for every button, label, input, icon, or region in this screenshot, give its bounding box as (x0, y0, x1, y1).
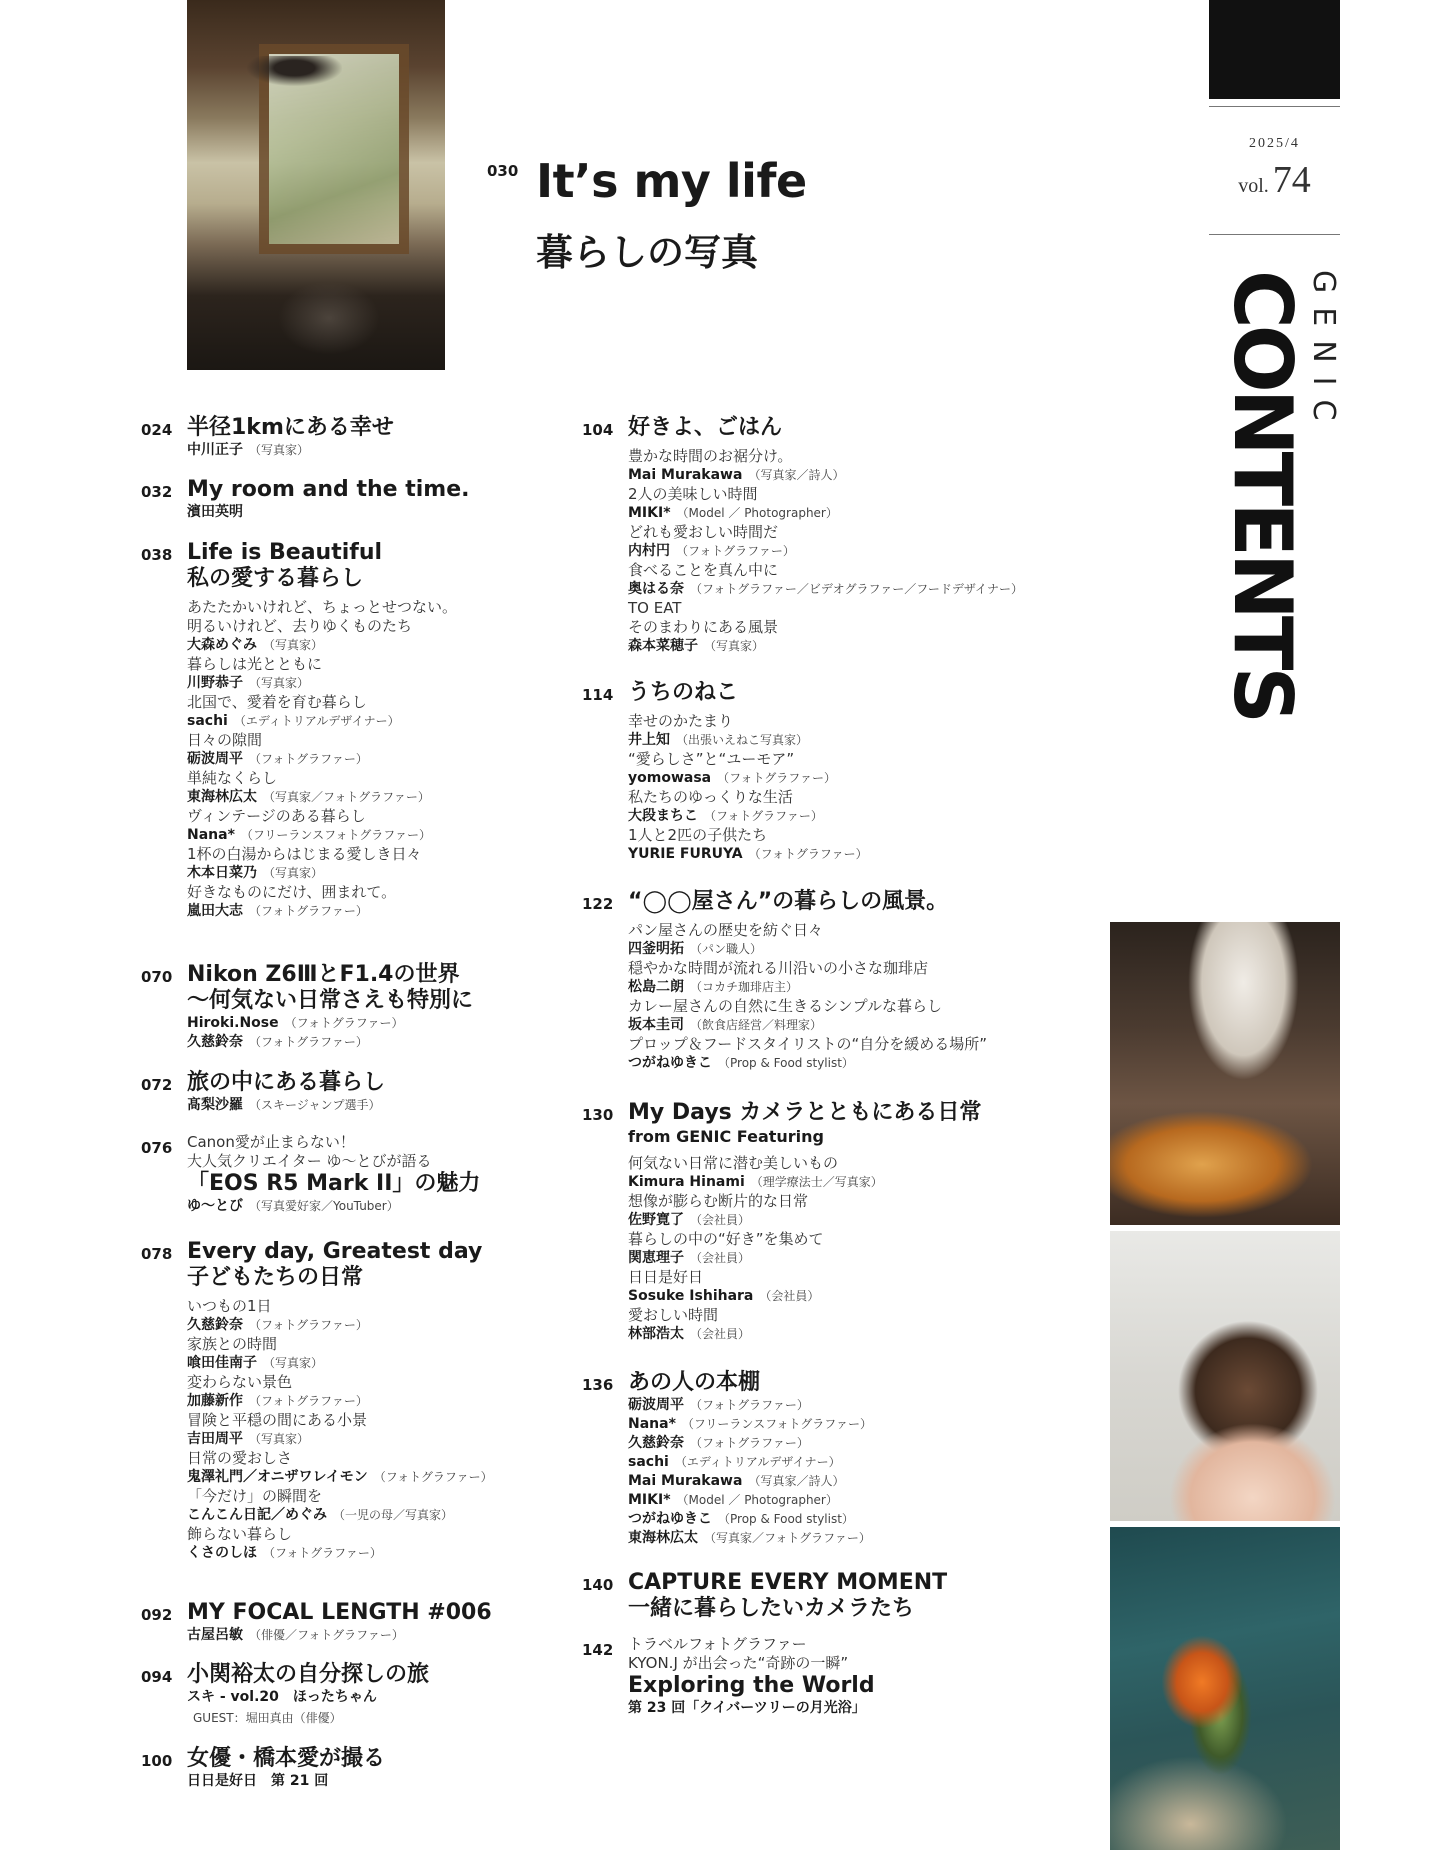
contributor-role: （出張いえねこ写真家） (676, 733, 809, 747)
entry-subtitle: 子どもたちの日常 (187, 1265, 364, 1290)
entry-title: CAPTURE EVERY MOMENT (628, 1570, 948, 1595)
contributor-name: 鬼澤礼門／オニザワレイモン （フォトグラファー） (187, 1469, 493, 1485)
contributor-role: （写真家） (263, 638, 324, 652)
entry-kicker: 大人気クリエイター ゆ〜とびが語る (187, 1152, 432, 1170)
contributor-name: 髙梨沙羅 （スキージャンプ選手） (187, 1097, 381, 1113)
item-kicker: 家族との時間 (187, 1335, 278, 1353)
contributor-role: （エディトリアルデザイナー） (674, 1455, 841, 1469)
item-kicker: 豊かな時間のお裾分け。 (628, 447, 793, 465)
contributor-name: MIKI* （Model ／ Photographer） (628, 1492, 838, 1508)
contributor-name: 内村円 （フォトグラファー） (628, 543, 795, 559)
volume-value: 74 (1272, 159, 1311, 201)
item-kicker: あたたかいけれど、ちょっとせつない。 (187, 598, 458, 616)
contributor-role: （会社員） (690, 1213, 751, 1227)
contributor-name: 久慈鈴奈 （フォトグラファー） (187, 1317, 368, 1333)
contributor-name: sachi （エディトリアルデザイナー） (187, 713, 400, 729)
contributor-name: 砺波周平 （フォトグラファー） (187, 751, 368, 767)
contributor-role: （フォトグラファー） (690, 1436, 809, 1450)
entry-body (628, 889, 987, 1073)
contributor-role: （コカチ珈琲店主） (690, 980, 799, 994)
item-kicker: 北国で、愛着を育む暮らし (187, 693, 367, 711)
entry-title: My Days カメラとともにある日常 (628, 1100, 982, 1125)
entry-body (187, 1133, 480, 1216)
item-kicker: パン屋さんの歴史を紡ぐ日々 (628, 921, 824, 939)
item-kicker: そのまわりにある風景 (628, 618, 779, 636)
contributor-name: 嵐田大志 （フォトグラファー） (187, 903, 368, 919)
flowers-photo (1110, 1527, 1340, 1850)
page-number: 142 (582, 1641, 614, 1659)
contributor-role: （フォトグラファー） (704, 809, 823, 823)
page-number: 032 (141, 483, 173, 501)
contributor-name: 大森めぐみ （写真家） (187, 637, 324, 653)
masthead-block (1209, 0, 1340, 99)
contributor-role: （写真家） (249, 443, 310, 457)
contributor-role: （写真家） (263, 866, 324, 880)
item-kicker: 幸せのかたまり (628, 712, 734, 730)
contributor-name: Mai Murakawa （写真家／詩人） (628, 467, 845, 483)
contributor-name: Nana* （フリーランスフォトグラファー） (187, 827, 431, 843)
entry-kicker: Canon愛が止まらない！ (187, 1133, 355, 1151)
contributor-role: （フォトグラファー） (249, 1394, 368, 1408)
feature-page-number: 030 (487, 162, 519, 180)
page-number: 136 (582, 1376, 614, 1394)
item-kicker: 単純なくらし (187, 769, 278, 787)
entry-title: Exploring the World (628, 1673, 875, 1698)
entry-title: Life is Beautiful (187, 540, 383, 565)
entry-guest: GUEST：堀田真由（俳優） (193, 1711, 342, 1725)
contributor-role: （理学療法士／写真家） (750, 1175, 883, 1189)
contributor-name: sachi （エディトリアルデザイナー） (628, 1454, 841, 1470)
volume-number (1209, 158, 1340, 202)
volume-prefix: vol. (1238, 175, 1269, 197)
entry-title: MY FOCAL LENGTH #006 (187, 1600, 492, 1625)
contributor-name: YURIE FURUYA （フォトグラファー） (628, 846, 868, 862)
item-kicker: 日常の愛おしさ (187, 1449, 293, 1467)
contributor-role: （写真家） (704, 639, 765, 653)
contributor-role: （フォトグラファー／ビデオグラファー／フードデザイナー） (690, 582, 1024, 596)
item-kicker: 明るいけれど、去りゆくものたち (187, 617, 413, 635)
entry-body (187, 1600, 492, 1645)
contributor-name: 古屋呂敏 （俳優／フォトグラファー） (187, 1627, 404, 1643)
page-title: CONTENTS (1216, 270, 1309, 721)
contributor-role: （フォトグラファー） (690, 1398, 809, 1412)
contributor-role: （会社員） (759, 1289, 820, 1303)
bottom-rule (1209, 234, 1340, 235)
contributor-name: 木本日菜乃 （写真家） (187, 865, 324, 881)
contributor-role: （写真家／フォトグラファー） (263, 790, 430, 804)
page-number: 114 (582, 686, 614, 704)
contributor-name: 久慈鈴奈 （フォトグラファー） (628, 1435, 809, 1451)
entry-title: 半径1kmにある幸せ (187, 415, 394, 440)
contributor-role: （写真家） (249, 1432, 310, 1446)
contributor-name: Hiroki.Nose （フォトグラファー） (187, 1015, 404, 1031)
item-kicker: 想像が膨らむ断片的な日常 (628, 1192, 809, 1210)
page-number: 140 (582, 1576, 614, 1594)
contributor-name: 林部浩太 （会社員） (628, 1326, 751, 1342)
entry-line: 第 23 回「クイバーツリーの月光浴」 (628, 1700, 866, 1716)
contributor-name: 坂本圭司 （飲食店経営／料理家） (628, 1017, 823, 1033)
item-kicker: 好きなものにだけ、囲まれて。 (187, 883, 397, 901)
contributor-role: （会社員） (690, 1251, 751, 1265)
item-kicker: どれも愛おしい時間だ (628, 523, 779, 541)
contributor-name: yomowasa （フォトグラファー） (628, 770, 837, 786)
page-number: 076 (141, 1139, 173, 1157)
page-number: 038 (141, 546, 173, 564)
page-number: 024 (141, 421, 173, 439)
entry-body (187, 415, 394, 460)
entry-body (628, 1370, 872, 1548)
contributor-role: （俳優／フォトグラファー） (249, 1628, 404, 1642)
contributor-name: 森本菜穂子 （写真家） (628, 638, 765, 654)
contributor-name: くさのしほ （フォトグラファー） (187, 1545, 382, 1561)
page-number: 100 (141, 1752, 173, 1770)
interior-photo (187, 0, 445, 370)
contributor-name: 吉田周平 （写真家） (187, 1431, 310, 1447)
entry-body (187, 1239, 493, 1563)
dessert-photo (1110, 922, 1340, 1225)
contributor-role: （フォトグラファー） (249, 904, 368, 918)
entry-body (187, 1662, 429, 1726)
entry-body (187, 962, 473, 1052)
contributor-role: （スキージャンプ選手） (249, 1098, 381, 1112)
item-kicker: 日日是好日 (628, 1268, 704, 1286)
item-kicker: 暮らしの中の“好き”を集めて (628, 1230, 824, 1248)
entry-title: Nikon Z6ⅢとF1.4の世界 (187, 962, 460, 987)
item-kicker: 暮らしは光とともに (187, 655, 323, 673)
entry-title: うちのねこ (628, 680, 739, 705)
entry-body (628, 1635, 875, 1718)
page-number: 092 (141, 1606, 173, 1624)
contributor-role: （写真家） (263, 1356, 324, 1370)
contributor-name: 中川正子 （写真家） (187, 442, 310, 458)
entry-title: 小関裕太の自分探しの旅 (187, 1662, 430, 1687)
item-kicker: 愛おしい時間 (628, 1306, 719, 1324)
entry-body (187, 1070, 385, 1115)
contributor-role: （写真家／フォトグラファー） (704, 1531, 871, 1545)
item-kicker: 私たちのゆっくりな生活 (628, 788, 793, 806)
contributor-role: （写真家／詩人） (748, 468, 845, 482)
entry-subtitle: 一緒に暮らしたいカメラたち (628, 1596, 915, 1621)
issue-date: 2025/4 (1249, 136, 1300, 151)
item-kicker: いつもの1日 (187, 1297, 272, 1315)
contributor-name: つがねゆきこ （Prop & Food stylist） (628, 1055, 854, 1071)
contributor-name: MIKI* （Model ／ Photographer） (628, 505, 838, 521)
item-kicker: プロップ＆フードスタイリストの“自分を緩める場所” (628, 1035, 988, 1053)
top-rule (1209, 106, 1340, 107)
contributor-role: （フォトグラファー） (249, 1035, 368, 1049)
contributor-role: （フォトグラファー） (676, 544, 795, 558)
contributor-name: Kimura Hinami （理学療法士／写真家） (628, 1174, 883, 1190)
contributor-name: 砺波周平 （フォトグラファー） (628, 1397, 809, 1413)
item-kicker: 2人の美味しい時間 (628, 485, 758, 503)
item-kicker: 冒険と平穏の間にある小景 (187, 1411, 368, 1429)
page-number: 122 (582, 895, 614, 913)
contributor-role: （フォトグラファー） (249, 1318, 368, 1332)
contributor-role: （写真家／詩人） (748, 1474, 845, 1488)
entry-body (628, 680, 868, 864)
item-kicker: 1杯の白湯からはじまる愛しき日々 (187, 845, 422, 863)
item-kicker: “愛らしさ”と“ユーモア” (628, 750, 795, 768)
contributor-role: （Model ／ Photographer） (676, 506, 838, 520)
item-kicker: 何気ない日常に潜む美しいもの (628, 1154, 839, 1172)
contributor-role: （フォトグラファー） (249, 752, 368, 766)
entry-kicker: トラベルフォトグラファー (628, 1635, 807, 1653)
contributor-role: （フリーランスフォトグラファー） (681, 1417, 872, 1431)
contributor-name: 川野恭子 （写真家） (187, 675, 310, 691)
entry-subtitle: from GENIC Featuring (628, 1127, 824, 1146)
entry-title: My room and the time. (187, 477, 470, 502)
contributor-role: （フォトグラファー） (263, 1546, 382, 1560)
contributor-role: （パン職人） (690, 942, 763, 956)
contributor-role: （エディトリアルデザイナー） (233, 714, 400, 728)
contributor-role: （フリーランスフォトグラファー） (240, 828, 431, 842)
entry-line: 日日是好日 第 21 回 (187, 1773, 329, 1789)
item-kicker: 「今だけ」の瞬間を (187, 1487, 323, 1505)
entry-title: 旅の中にある暮らし (187, 1070, 386, 1095)
contributor-role: （フォトグラファー） (284, 1016, 404, 1030)
page-number: 104 (582, 421, 614, 439)
feature-title: It’s my life (536, 154, 807, 208)
entry-body (187, 540, 457, 921)
entry-title: 好きよ、ごはん (628, 415, 783, 440)
entry-line: スキ - vol.20 ほったちゃん (187, 1689, 377, 1705)
page-number: 072 (141, 1076, 173, 1094)
contributor-role: （Prop & Food stylist） (718, 1512, 854, 1526)
baby-photo (1110, 1231, 1340, 1521)
contributor-role: （飲食店経営／料理家） (690, 1018, 823, 1032)
contributor-name: 久慈鈴奈 （フォトグラファー） (187, 1034, 368, 1050)
contributor-name: 大段まちこ （フォトグラファー） (628, 808, 823, 824)
item-kicker: 飾らない暮らし (187, 1525, 293, 1543)
entry-body (187, 1746, 385, 1791)
item-kicker: 変わらない景色 (187, 1373, 293, 1391)
entry-title: “◯◯屋さん”の暮らしの風景。 (628, 889, 949, 914)
contributor-name: 佐野寛了 （会社員） (628, 1212, 751, 1228)
contributor-name: 松島二朗 （コカチ珈琲店主） (628, 979, 799, 995)
brand-name: GENIC (1306, 270, 1341, 435)
contributor-role: （写真家） (249, 676, 310, 690)
contributor-name: 喰田佳南子 （写真家） (187, 1355, 324, 1371)
contributor-role: （Model ／ Photographer） (676, 1493, 838, 1507)
contributor-name: 関恵理子 （会社員） (628, 1250, 751, 1266)
contributor-name: つがねゆきこ （Prop & Food stylist） (628, 1511, 854, 1527)
contributor-name: Mai Murakawa （写真家／詩人） (628, 1473, 845, 1489)
page-number: 070 (141, 968, 173, 986)
entry-body (628, 1100, 981, 1344)
item-kicker: 1人と2匹の子供たち (628, 826, 768, 844)
contributor-name: Nana* （フリーランスフォトグラファー） (628, 1416, 872, 1432)
entry-title: 「EOS R5 Mark II」の魅力 (187, 1171, 481, 1196)
entry-body (628, 1570, 947, 1622)
feature-subtitle: 暮らしの写真 (536, 231, 758, 274)
contributor-name: 奥はる奈 （フォトグラファー／ビデオグラファー／フードデザイナー） (628, 581, 1024, 597)
page-number: 130 (582, 1106, 614, 1124)
contributor-name: 東海林広太 （写真家／フォトグラファー） (187, 789, 430, 805)
contributor-name: ゆ〜とび （写真愛好家／YouTuber） (187, 1198, 399, 1214)
contributor-name: 井上知 （出張いえねこ写真家） (628, 732, 809, 748)
contributor-role: （フォトグラファー） (717, 771, 837, 785)
page-number: 078 (141, 1245, 173, 1263)
item-kicker: カレー屋さんの自然に生きるシンプルな暮らし (628, 997, 943, 1015)
contributor-role: （写真愛好家／YouTuber） (249, 1199, 399, 1213)
entry-body (628, 415, 1023, 656)
contributor-role: （Prop & Food stylist） (718, 1056, 854, 1070)
item-kicker: ヴィンテージのある暮らし (187, 807, 366, 825)
item-kicker: 食べることを真ん中に (628, 561, 779, 579)
item-kicker: 穏やかな時間が流れる川沿いの小さな珈琲店 (628, 959, 929, 977)
page-number: 094 (141, 1668, 173, 1686)
contributor-name: こんこん日記／めぐみ （一児の母／写真家） (187, 1507, 454, 1523)
contributor-role: （フォトグラファー） (748, 847, 868, 861)
contributor-name: 加藤新作 （フォトグラファー） (187, 1393, 368, 1409)
item-kicker: 日々の隙間 (187, 731, 263, 749)
contributor-role: （フォトグラファー） (373, 1470, 493, 1484)
entry-body (187, 477, 470, 522)
item-kicker: TO EAT (628, 599, 682, 617)
contributor-name: 四釜明拓 （パン職人） (628, 941, 763, 957)
contributor-name: 濱田英明 (187, 504, 243, 520)
contributor-name: Sosuke Ishihara （会社員） (628, 1288, 820, 1304)
entry-subtitle: 私の愛する暮らし (187, 566, 364, 591)
entry-title: あの人の本棚 (628, 1370, 761, 1395)
contributor-name: 東海林広太 （写真家／フォトグラファー） (628, 1530, 871, 1546)
contributor-role: （会社員） (690, 1327, 751, 1341)
entry-title: 女優・橋本愛が撮る (187, 1746, 386, 1771)
contributor-role: （一児の母／写真家） (333, 1508, 454, 1522)
entry-kicker: KYON.J が出会った“奇跡の一瞬” (628, 1654, 849, 1672)
entry-subtitle: 〜何気ない日常さえも特別に (187, 988, 474, 1013)
entry-title: Every day, Greatest day (187, 1239, 483, 1264)
